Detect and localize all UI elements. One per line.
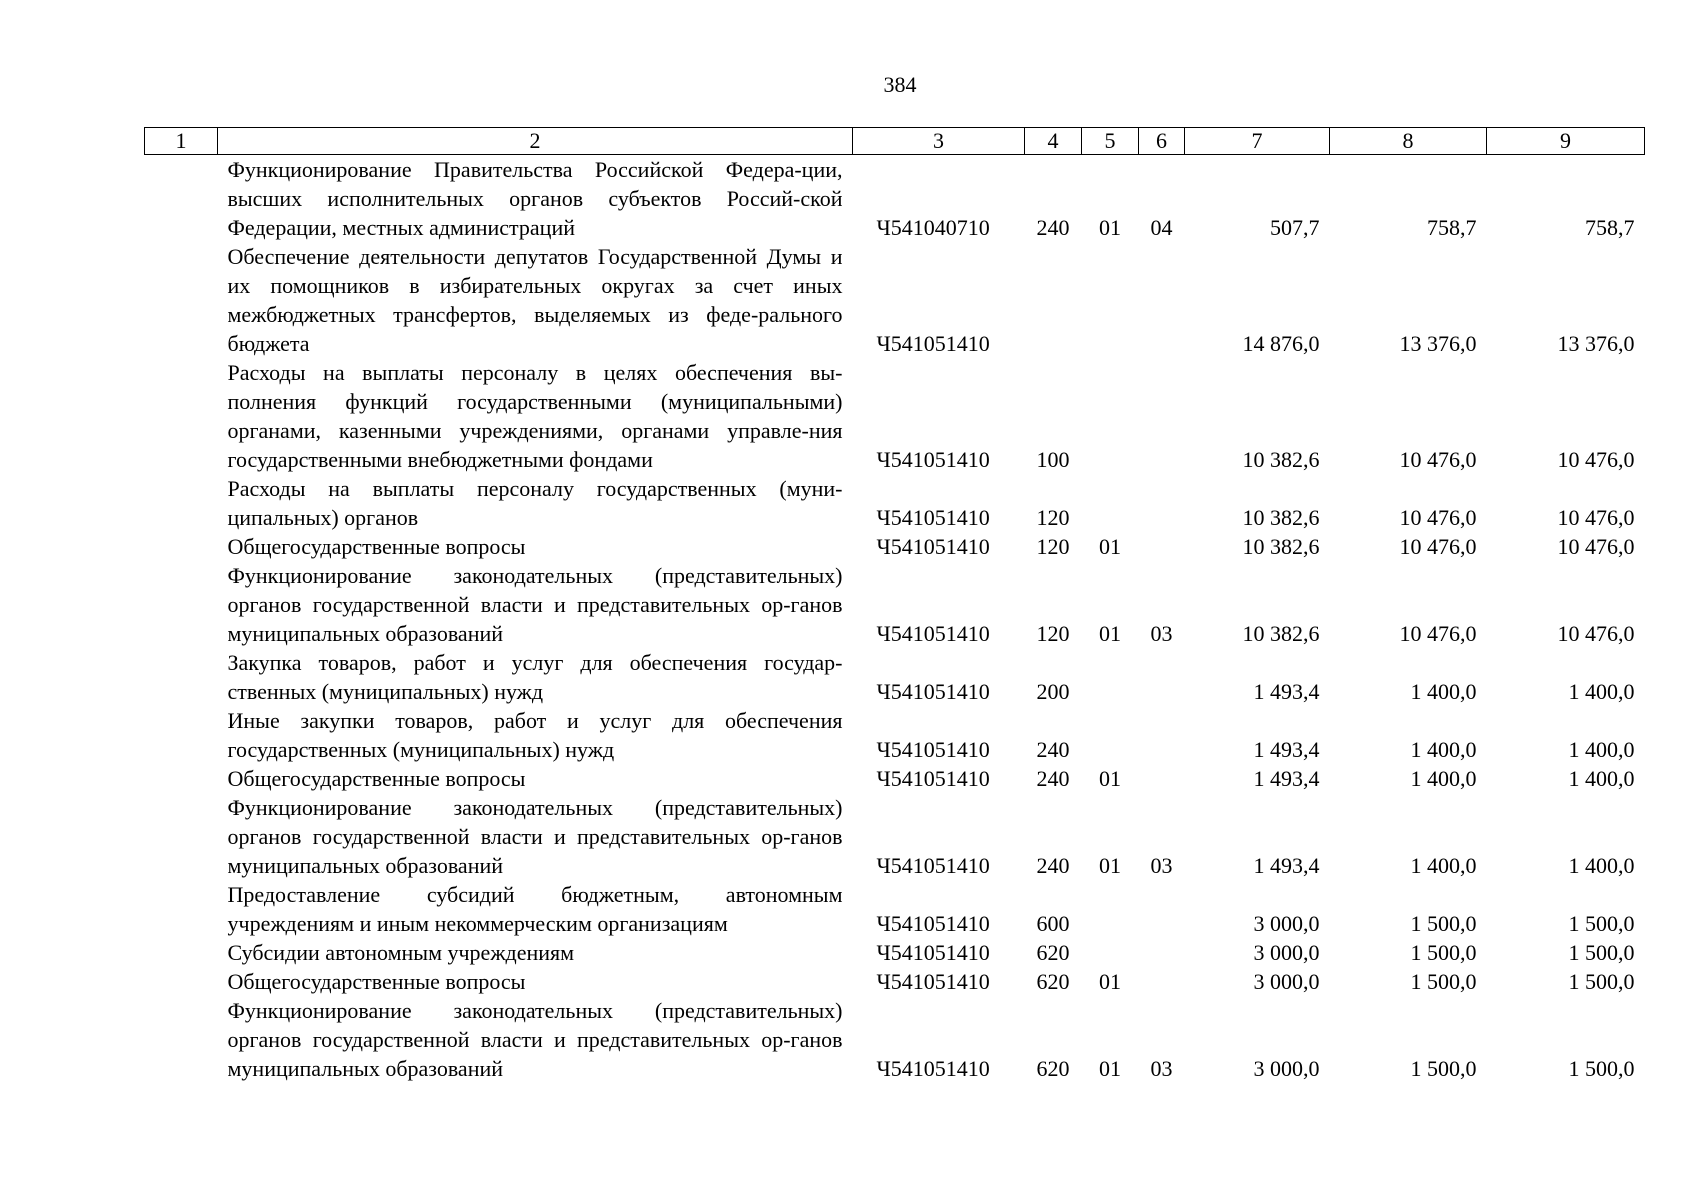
header-cell-col6: 6 [1139,128,1185,155]
target-article-code-cell: Ч541051410 [876,940,990,965]
target-article-code-cell: Ч541051410 [876,853,990,878]
table-row [145,242,1645,358]
amount-col8-cell: 1 500,0 [1410,969,1477,994]
amount-col9-cell: 1 500,0 [1568,969,1635,994]
expense-name-cell: Общегосударственные вопросы [227,534,526,559]
header-cell-col4: 4 [1025,128,1082,155]
amount-col9-cell: 1 400,0 [1568,766,1635,791]
expense-type-cell: 240 [1036,853,1070,878]
expense-name-cell: Субсидии автономным учреждениям [227,940,575,965]
expense-type-cell: 120 [1036,621,1070,646]
header-cell-col9: 9 [1487,128,1645,155]
table-body [145,155,1645,1084]
table-row [145,938,1645,967]
table-row [145,706,1645,764]
expense-name-cell: Обеспечение деятельности депутатов Государственной Думы и их помощников в избирательных округах за счет иных межбюджетных трансфертов, выделяемых из феде-рального бюджета [227,244,843,356]
row-index-cell [145,996,218,1083]
amount-col7-cell: 1 493,4 [1253,737,1320,762]
table-row [145,561,1645,648]
amount-col9-cell: 1 500,0 [1568,911,1635,936]
subsection-cell: 03 [1150,853,1173,878]
amount-col9-cell: 10 476,0 [1557,621,1635,646]
table-row [145,648,1645,706]
section-cell: 01 [1099,621,1121,646]
header-cell-col1: 1 [145,128,218,155]
section-cell: 01 [1099,766,1121,791]
amount-col7-cell: 1 493,4 [1253,766,1320,791]
section-cell [1082,358,1139,474]
amount-col7-cell: 10 382,6 [1242,534,1320,559]
section-cell [1082,706,1139,764]
subsection-cell [1139,938,1185,967]
section-cell: 01 [1099,215,1121,240]
expense-type-cell [1025,242,1082,358]
target-article-code-cell: Ч541051410 [876,737,990,762]
amount-col8-cell: 10 476,0 [1399,505,1477,530]
amount-col8-cell: 1 400,0 [1410,853,1477,878]
target-article-code-cell: Ч541051410 [876,911,990,936]
row-index-cell [145,938,218,967]
expense-type-cell: 120 [1036,505,1070,530]
amount-col8-cell: 1 400,0 [1410,679,1477,704]
row-index-cell [145,967,218,996]
amount-col7-cell: 14 876,0 [1242,331,1320,356]
row-index-cell [145,880,218,938]
table-header [145,128,1645,155]
table-row [145,358,1645,474]
amount-col7-cell: 10 382,6 [1242,447,1320,472]
subsection-cell [1139,474,1185,532]
amount-col9-cell: 10 476,0 [1557,534,1635,559]
table-row [145,155,1645,243]
amount-col9-cell: 1 500,0 [1568,1056,1635,1081]
section-cell [1082,242,1139,358]
expense-name-cell: Функционирование законодательных (представительных) органов государственной власти и представительных ор-ганов муниципальных образований [227,563,843,646]
expense-type-cell: 240 [1036,215,1070,240]
header-cell-col3: 3 [853,128,1025,155]
amount-col7-cell: 3 000,0 [1253,969,1320,994]
table-row [145,967,1645,996]
row-index-cell [145,532,218,561]
section-cell [1082,880,1139,938]
expense-type-cell: 240 [1036,766,1070,791]
expense-name-cell: Расходы на выплаты персоналу в целях обеспечения вы-полнения функций государственными (муниципальными) органами, казенными учреждениями, органами управле-ния государственными внебюджетными фондами [227,360,843,472]
expense-type-cell: 200 [1036,679,1070,704]
subsection-cell [1139,532,1185,561]
target-article-code-cell: Ч541051410 [876,766,990,791]
table-row [145,880,1645,938]
header-row [145,128,1645,155]
amount-col7-cell: 3 000,0 [1253,1056,1320,1081]
section-cell [1082,938,1139,967]
amount-col8-cell: 1 400,0 [1410,766,1477,791]
subsection-cell [1139,648,1185,706]
amount-col9-cell: 1 500,0 [1568,940,1635,965]
header-cell-col8: 8 [1330,128,1487,155]
target-article-code-cell: Ч541051410 [876,621,990,646]
row-index-cell [145,242,218,358]
amount-col8-cell: 10 476,0 [1399,621,1477,646]
target-article-code-cell: Ч541051410 [876,331,990,356]
table-row [145,532,1645,561]
amount-col9-cell: 13 376,0 [1557,331,1635,356]
amount-col7-cell: 10 382,6 [1242,621,1320,646]
section-cell [1082,474,1139,532]
amount-col9-cell: 10 476,0 [1557,505,1635,530]
section-cell: 01 [1099,534,1121,559]
subsection-cell: 03 [1150,1056,1173,1081]
amount-col8-cell: 10 476,0 [1399,534,1477,559]
amount-col8-cell: 758,7 [1427,215,1477,240]
amount-col8-cell: 13 376,0 [1399,331,1477,356]
section-cell [1082,648,1139,706]
subsection-cell [1139,358,1185,474]
section-cell: 01 [1099,853,1121,878]
amount-col9-cell: 10 476,0 [1557,447,1635,472]
row-index-cell [145,764,218,793]
expense-type-cell: 240 [1036,737,1070,762]
header-cell-col7: 7 [1185,128,1330,155]
amount-col7-cell: 1 493,4 [1253,853,1320,878]
subsection-cell: 04 [1150,215,1173,240]
expense-type-cell: 600 [1036,911,1070,936]
row-index-cell [145,358,218,474]
amount-col9-cell: 1 400,0 [1568,853,1635,878]
amount-col9-cell: 1 400,0 [1568,679,1635,704]
table-row [145,474,1645,532]
amount-col7-cell: 3 000,0 [1253,911,1320,936]
row-index-cell [145,155,218,243]
subsection-cell [1139,706,1185,764]
row-index-cell [145,474,218,532]
expense-type-cell: 620 [1036,1056,1070,1081]
amount-col7-cell: 507,7 [1270,215,1320,240]
header-cell-col2: 2 [218,128,853,155]
budget-table [144,127,1645,1083]
amount-col9-cell: 758,7 [1585,215,1635,240]
amount-col8-cell: 1 500,0 [1410,1056,1477,1081]
expense-type-cell: 620 [1036,969,1070,994]
target-article-code-cell: Ч541051410 [876,679,990,704]
expense-name-cell: Общегосударственные вопросы [227,766,526,791]
amount-col7-cell: 3 000,0 [1253,940,1320,965]
expense-name-cell: Общегосударственные вопросы [227,969,526,994]
amount-col7-cell: 1 493,4 [1253,679,1320,704]
subsection-cell [1139,242,1185,358]
amount-col8-cell: 1 500,0 [1410,911,1477,936]
row-index-cell [145,793,218,880]
expense-type-cell: 120 [1036,534,1070,559]
target-article-code-cell: Ч541040710 [876,215,990,240]
amount-col8-cell: 10 476,0 [1399,447,1477,472]
section-cell: 01 [1099,1056,1121,1081]
expense-name-cell: Функционирование законодательных (представительных) органов государственной власти и представительных ор-ганов муниципальных образований [227,998,843,1081]
expense-name-cell: Функционирование Правительства Российской Федера-ции, высших исполнительных органов субъектов Россий-ской Федерации, местных администраций [227,157,843,240]
target-article-code-cell: Ч541051410 [876,505,990,530]
subsection-cell [1139,764,1185,793]
subsection-cell [1139,880,1185,938]
table-row [145,996,1645,1083]
row-index-cell [145,561,218,648]
amount-col9-cell: 1 400,0 [1568,737,1635,762]
target-article-code-cell: Ч541051410 [876,1056,990,1081]
table-row [145,793,1645,880]
subsection-cell [1139,967,1185,996]
table-row [145,764,1645,793]
target-article-code-cell: Ч541051410 [876,969,990,994]
expense-name-cell: Иные закупки товаров, работ и услуг для обеспечения государственных (муниципальных) нужд [227,708,843,762]
row-index-cell [145,706,218,764]
expense-name-cell: Расходы на выплаты персоналу государственных (муни-ципальных) органов [227,476,843,530]
expense-type-cell: 620 [1036,940,1070,965]
target-article-code-cell: Ч541051410 [876,534,990,559]
expense-type-cell: 100 [1036,447,1070,472]
row-index-cell [145,648,218,706]
page-number: 384 [883,72,917,97]
expense-name-cell: Закупка товаров, работ и услуг для обеспечения государ-ственных (муниципальных) нужд [227,650,843,704]
header-cell-col5: 5 [1082,128,1139,155]
amount-col8-cell: 1 500,0 [1410,940,1477,965]
amount-col8-cell: 1 400,0 [1410,737,1477,762]
section-cell: 01 [1099,969,1121,994]
expense-name-cell: Функционирование законодательных (представительных) органов государственной власти и представительных ор-ганов муниципальных образований [227,795,843,878]
expense-name-cell: Предоставление субсидий бюджетным, автономным учреждениям и иным некоммерческим организациям [227,882,843,936]
amount-col7-cell: 10 382,6 [1242,505,1320,530]
subsection-cell: 03 [1150,621,1173,646]
target-article-code-cell: Ч541051410 [876,447,990,472]
